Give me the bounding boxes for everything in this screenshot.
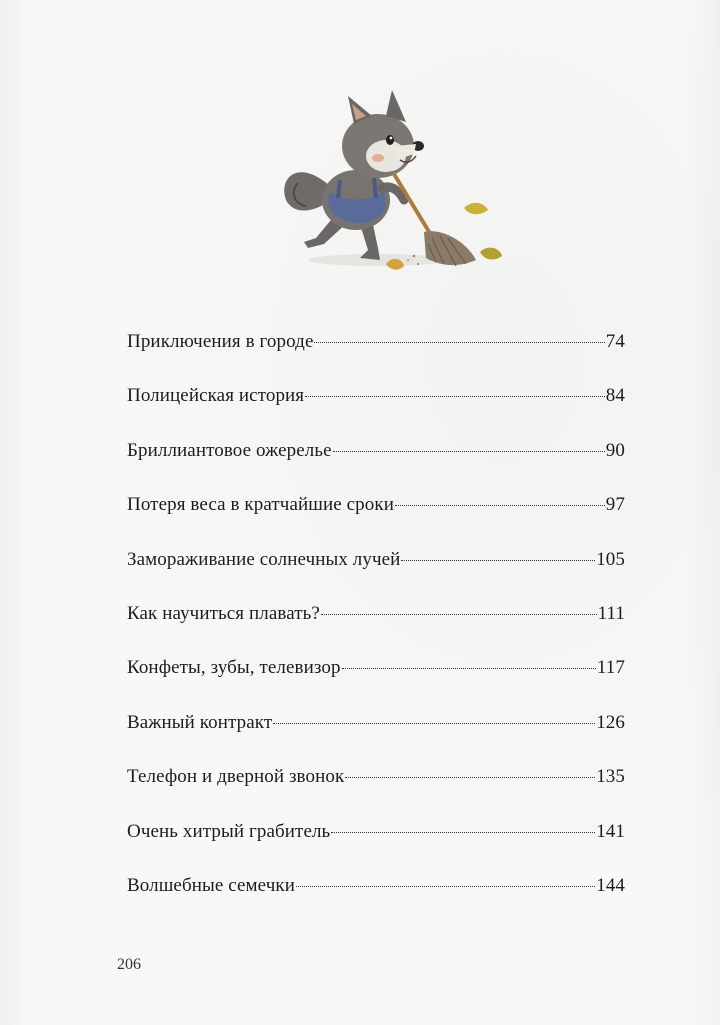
toc-entry[interactable] — [127, 703, 625, 757]
toc-entry[interactable] — [127, 648, 625, 702]
wolf-sweeping-icon — [268, 88, 518, 288]
toc-entry-page: 97 — [605, 494, 625, 516]
toc-entry[interactable] — [127, 540, 625, 594]
toc-entry-page: 117 — [596, 657, 625, 679]
toc-entry-page: 105 — [596, 548, 625, 570]
toc-entry[interactable] — [127, 594, 625, 648]
toc-entry-title: Очень хитрый грабитель — [127, 820, 331, 842]
page-number: 206 — [117, 956, 141, 973]
toc-entry[interactable] — [127, 757, 625, 811]
toc-dot-leader — [395, 505, 605, 506]
toc-entry[interactable] — [127, 485, 625, 539]
toc-dot-leader — [296, 886, 595, 887]
toc-dot-leader — [305, 396, 605, 397]
toc-entry[interactable] — [127, 376, 625, 430]
toc-dot-leader — [331, 832, 595, 833]
toc-entry-title: Потеря веса в кратчайшие сроки — [127, 494, 394, 516]
toc-dot-leader — [345, 777, 595, 778]
toc-entry-page: 90 — [605, 439, 625, 461]
toc-dot-leader — [321, 614, 597, 615]
toc-dot-leader — [342, 668, 596, 669]
toc-entry-page: 84 — [605, 385, 625, 407]
toc-dot-leader — [401, 560, 595, 561]
toc-entry[interactable] — [127, 812, 625, 866]
toc-entry-title: Волшебные семечки — [127, 874, 295, 896]
toc-entry-page: 74 — [605, 331, 625, 352]
toc-entry-page: 141 — [596, 820, 625, 842]
toc-entry-title: Телефон и дверной звонок — [127, 766, 345, 788]
table-of-contents — [127, 322, 625, 920]
toc-entry-title: Бриллиантовое ожерелье — [127, 439, 332, 461]
toc-entry-title: Приключения в городе — [127, 331, 314, 352]
toc-entry-page: 126 — [596, 711, 625, 733]
toc-entry-page: 144 — [596, 874, 625, 896]
toc-entry-page: 135 — [596, 766, 625, 788]
toc-entry[interactable] — [127, 322, 625, 376]
toc-dot-leader — [273, 723, 595, 724]
toc-entry-title: Как научиться плавать? — [127, 602, 320, 624]
toc-entry-title: Конфеты, зубы, телевизор — [127, 657, 341, 679]
toc-entry[interactable] — [127, 431, 625, 485]
toc-entry-title: Полицейская история — [127, 385, 305, 407]
toc-entry-page: 111 — [597, 602, 625, 624]
toc-entry-title: Важный контракт — [127, 711, 273, 733]
toc-dot-leader — [314, 342, 604, 343]
toc-entry[interactable] — [127, 866, 625, 920]
toc-entry-title: Замораживание солнечных лучей — [127, 548, 401, 570]
toc-dot-leader — [333, 451, 605, 452]
